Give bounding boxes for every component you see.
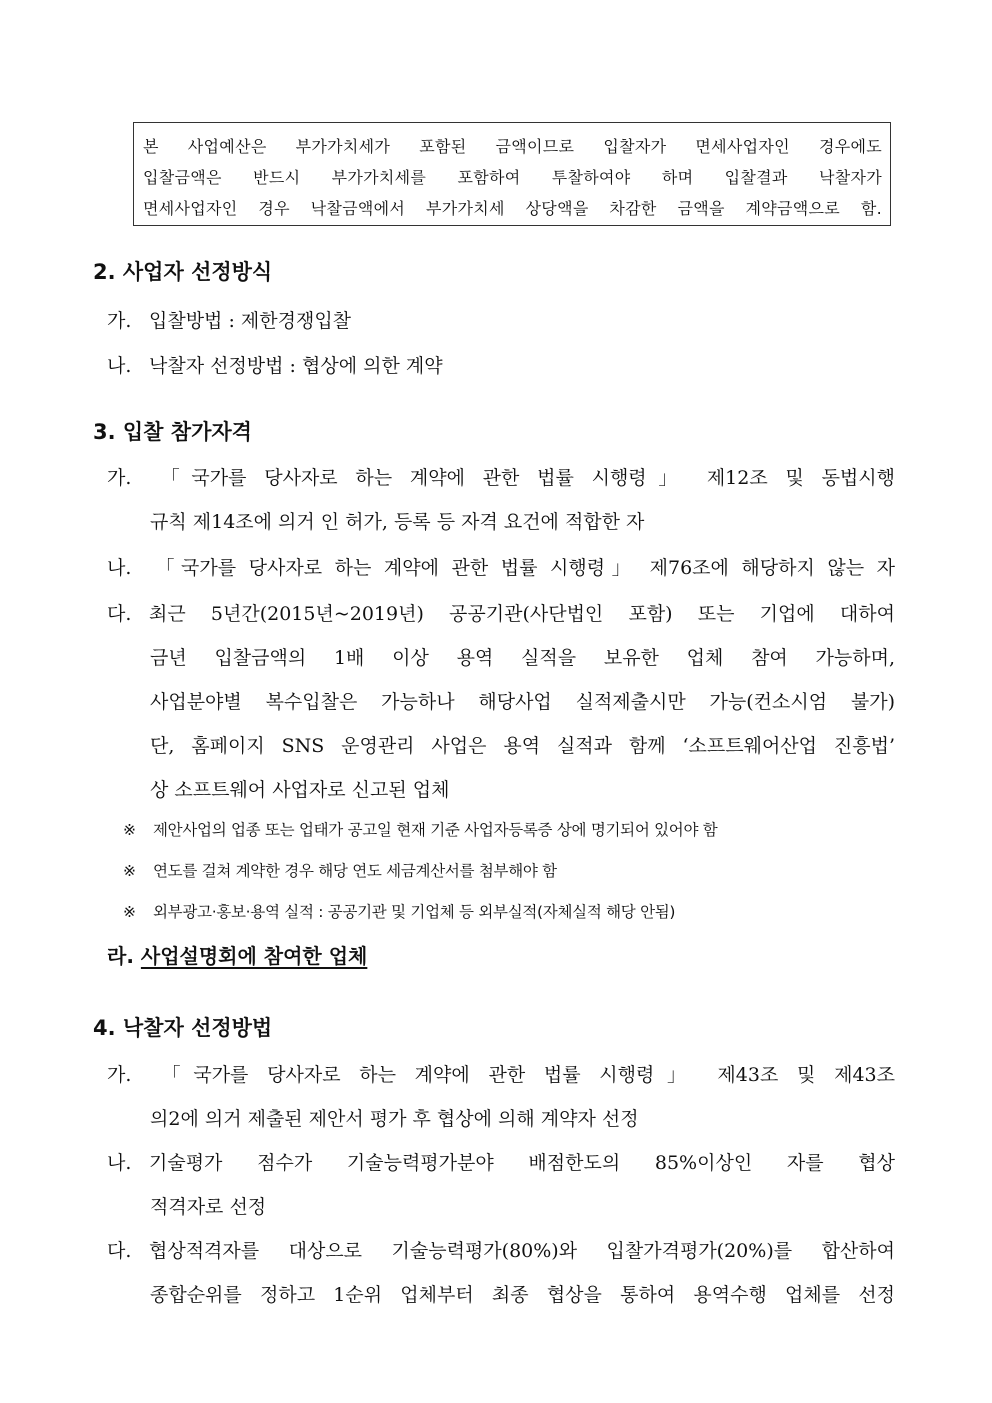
- section-4-item-ga: [107, 1053, 895, 1141]
- section-2-item-na: [107, 351, 443, 378]
- section-4-heading: 4. 낙찰자 선정방법: [93, 1016, 273, 1040]
- item-marker: 나.: [107, 355, 132, 377]
- item-text: 종합순위를 정하고 1순위 업체부터 최종 협상을 통하여 용역수행 업체를 선정: [150, 1284, 895, 1306]
- section-3-item-ra: [107, 940, 367, 969]
- section-4-item-na: [107, 1141, 895, 1229]
- section-4-item-da: [107, 1229, 895, 1317]
- notice-line: 본 사업예산은 부가가치세가 포함된 금액이므로 입찰자가 면세사업자인 경우에도: [143, 137, 882, 156]
- item-marker: 다.: [107, 1240, 132, 1262]
- vat-notice-box: [133, 122, 891, 226]
- item-text: 사업설명회에 참여한 업체: [140, 944, 368, 968]
- item-text: 의2에 의거 제출된 제안서 평가 후 협상에 의해 계약자 선정: [150, 1108, 639, 1130]
- reference-mark-icon: ※: [123, 821, 136, 839]
- item-text: 상 소프트웨어 사업자로 신고된 업체: [150, 779, 450, 801]
- item-marker: 가.: [107, 467, 132, 489]
- item-text: 낙찰자 선정방법 : 협상에 의한 계약: [149, 355, 443, 377]
- item-text: 「국가를 당사자로 하는 계약에 관한 법률 시행령」 제43조 및 제43조: [149, 1064, 895, 1086]
- reference-mark-icon: ※: [123, 903, 136, 921]
- item-text: 입찰방법 : 제한경쟁입찰: [149, 310, 352, 332]
- section-2-item-ga: [107, 306, 351, 333]
- item-text: 협상적격자를 대상으로 기술능력평가(80%)와 입찰가격평가(20%)를 합산하여: [149, 1240, 895, 1262]
- section-3-item-da: [107, 592, 895, 812]
- section-3-item-ga: [107, 456, 895, 544]
- item-text: 사업분야별 복수입찰은 가능하나 해당사업 실적제출시만 가능(컨소시엄 불가): [150, 691, 895, 713]
- section-3-item-na: [107, 546, 895, 590]
- note-line: ※ 외부광고·홍보·용역 실적 : 공공기관 및 기업체 등 외부실적(자체실적 해당 안됨): [123, 903, 676, 921]
- item-marker: 나.: [107, 1152, 132, 1174]
- notice-line: 면세사업자인 경우 낙찰금액에서 부가가치세 상당액을 차감한 금액을 계약금액으로 함.: [143, 199, 882, 218]
- item-marker: 라.: [107, 944, 134, 968]
- item-text: 적격자로 선정: [150, 1196, 267, 1218]
- reference-mark-icon: ※: [123, 862, 136, 880]
- item-marker: 다.: [107, 603, 132, 625]
- item-text: 기술평가 점수가 기술능력평가분야 배점한도의 85%이상인 자를 협상: [149, 1152, 895, 1174]
- item-text: 「국가를 당사자로 하는 계약에 관한 법률 시행령」 제12조 및 동법시행: [149, 467, 895, 489]
- item-marker: 가.: [107, 1064, 132, 1086]
- item-marker: 가.: [107, 310, 132, 332]
- note-line: ※ 제안사업의 업종 또는 업태가 공고일 현재 기준 사업자등록증 상에 명기되어 있어야 함: [123, 821, 718, 839]
- notice-line: 입찰금액은 반드시 부가가치세를 포함하여 투찰하여야 하며 입찰결과 낙찰자가: [143, 168, 882, 187]
- item-text: 「국가를 당사자로 하는 계약에 관한 법률 시행령」 제76조에 해당하지 않는 자: [149, 557, 895, 579]
- note-line: ※ 연도를 걸쳐 계약한 경우 해당 연도 세금계산서를 첨부해야 함: [123, 862, 557, 880]
- item-text: 규칙 제14조에 의거 인 허가, 등록 등 자격 요건에 적합한 자: [150, 511, 645, 533]
- item-text: 금년 입찰금액의 1배 이상 용역 실적을 보유한 업체 참여 가능하며,: [150, 647, 895, 669]
- item-text: 최근 5년간(2015년~2019년) 공공기관(사단법인 포함) 또는 기업에 대하여: [149, 603, 895, 625]
- section-2-heading: 2. 사업자 선정방식: [93, 260, 273, 284]
- section-3-heading: 3. 입찰 참가자격: [93, 420, 252, 444]
- item-text: 단, 홈페이지 SNS 운영관리 사업은 용역 실적과 함께 ‘소프트웨어산업 진흥법’: [150, 735, 895, 757]
- item-marker: 나.: [107, 557, 132, 579]
